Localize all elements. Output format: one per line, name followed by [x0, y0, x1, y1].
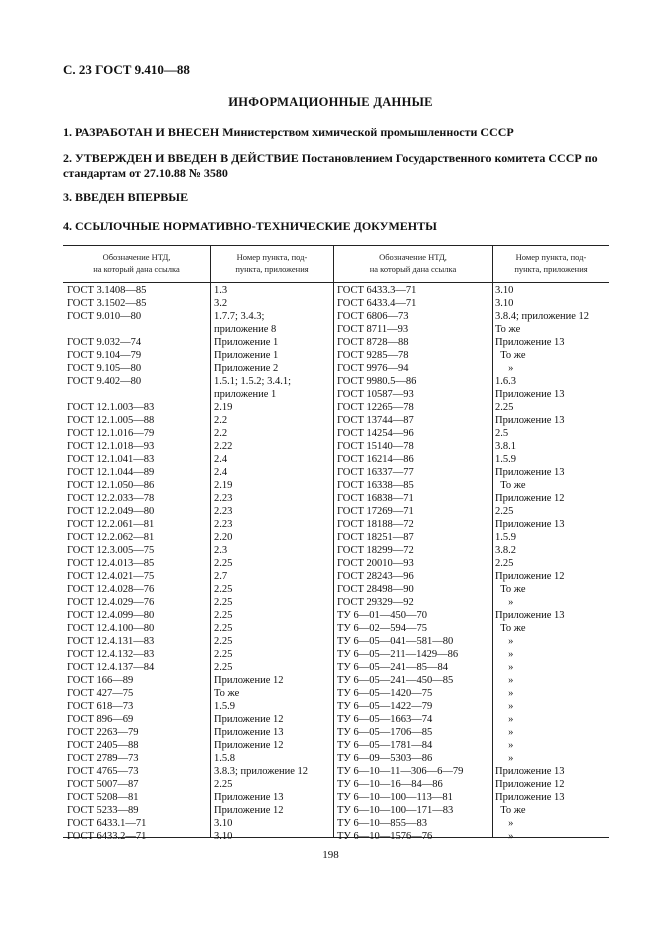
table-cell: 2.25: [214, 597, 233, 608]
table-cell: 3.10: [214, 831, 233, 842]
item-number: 4.: [63, 219, 72, 233]
column-divider: [333, 245, 334, 838]
table-cell: 3.2: [214, 298, 228, 309]
table-cell: ГОСТ 12.1.041—83: [67, 454, 155, 465]
table-cell: ГОСТ 6433.2—71: [67, 831, 147, 842]
table-cell: ТУ 6—10—16—84—86: [337, 779, 443, 790]
table-cell: »: [495, 688, 514, 699]
table-cell: ГОСТ 12.2.061—81: [67, 519, 155, 530]
table-cell: ГОСТ 12.2.062—81: [67, 532, 155, 543]
table-cell: ГОСТ 3.1408—85: [67, 285, 147, 296]
table-cell: ТУ 6—05—241—450—85: [337, 675, 454, 686]
table-cell: 3.10: [495, 298, 514, 309]
table-cell: ГОСТ 6806—73: [337, 311, 409, 322]
table-cell: [67, 388, 209, 401]
table-cell: ГОСТ 12.1.050—86: [67, 480, 155, 491]
table-cell: 2.7: [214, 571, 228, 582]
table-cell: ГОСТ 618—73: [67, 701, 134, 712]
header-ntd-left: Обозначение НТД, на который дана ссылка: [93, 252, 180, 274]
table-cell: ТУ 6—05—1420—75: [337, 688, 433, 699]
table-cell: ГОСТ 896—69: [67, 714, 134, 725]
table-cell: 2.2: [214, 428, 228, 439]
info-item-2: [63, 151, 608, 181]
table-cell: ГОСТ 9.104—79: [67, 350, 142, 361]
table-cell: 2.22: [214, 441, 233, 452]
table-cell: 1.6.3: [495, 376, 516, 387]
table-cell: Приложение 13: [214, 792, 284, 803]
table-cell: ГОСТ 12.1.018—93: [67, 441, 155, 452]
table-cell: »: [495, 714, 514, 725]
table-cell: ТУ 6—10—100—171—83: [337, 805, 454, 816]
references-table: [63, 245, 609, 842]
table-cell: ГОСТ 28243—96: [337, 571, 414, 582]
table-cell: ГОСТ 166—89: [67, 675, 134, 686]
column-right-clause: [495, 284, 607, 843]
table-cell: ГОСТ 9976—94: [337, 363, 409, 374]
table-cell: ТУ 6—02—594—75: [337, 623, 427, 634]
page-title: ИНФОРМАЦИОННЫЕ ДАННЫЕ: [228, 95, 433, 109]
table-cell: ТУ 6—05—1422—79: [337, 701, 433, 712]
table-cell: »: [495, 662, 514, 673]
table-cell: »: [495, 740, 514, 751]
table-cell: 2.2: [214, 415, 228, 426]
table-cell: ТУ 6—09—5303—86: [337, 753, 433, 764]
table-cell: Приложение 13: [495, 389, 565, 400]
table-cell: ГОСТ 9.105—80: [67, 363, 142, 374]
table-cell: 2.5: [495, 428, 509, 439]
table-cell: Приложение 13: [495, 610, 565, 621]
table-cell: Приложение 12: [214, 740, 284, 751]
table-cell: Приложение 13: [495, 766, 565, 777]
table-cell: ГОСТ 2263—79: [67, 727, 139, 738]
table-cell: ГОСТ 16838—71: [337, 493, 414, 504]
table-cell: ГОСТ 6433.4—71: [337, 298, 417, 309]
table-cell: 2.25: [495, 506, 514, 517]
table-cell: Приложение 13: [495, 415, 565, 426]
table-cell: 1.7.7; 3.4.3;: [214, 311, 265, 322]
table-cell: То же: [495, 623, 526, 634]
table-cell: 3.8.1: [495, 441, 516, 452]
table-cell: 2.25: [214, 649, 233, 660]
table-cell: Приложение 12: [495, 779, 565, 790]
table-cell: ГОСТ 12265—78: [337, 402, 414, 413]
item-text: УТВЕРЖДЕН И ВВЕДЕН В ДЕЙСТВИЕ Постановлением Государственного комитета СССР по стандартам от 27.10.88 № 3580: [63, 151, 598, 180]
table-cell: 3.10: [495, 285, 514, 296]
table-cell: ГОСТ 13744—87: [337, 415, 414, 426]
table-cell: приложение 8: [214, 324, 277, 335]
table-cell: ГОСТ 18299—72: [337, 545, 414, 556]
table-cell: ТУ 6—10—11—306—6—79: [337, 766, 464, 777]
table-cell: ГОСТ 12.4.028—76: [67, 584, 155, 595]
table-cell: ТУ 6—05—211—1429—86: [337, 649, 459, 660]
table-cell: ГОСТ 12.3.005—75: [67, 545, 155, 556]
table-cell: ГОСТ 12.4.021—75: [67, 571, 155, 582]
table-cell: »: [495, 727, 514, 738]
table-cell: »: [495, 753, 514, 764]
table-cell: 2.25: [495, 402, 514, 413]
table-cell: 2.25: [214, 610, 233, 621]
table-cell: ГОСТ 12.4.013—85: [67, 558, 155, 569]
table-cell: Приложение 12: [495, 493, 565, 504]
table-cell: ГОСТ 10587—93: [337, 389, 414, 400]
table-cell: ТУ 6—10—100—113—81: [337, 792, 453, 803]
info-item-3: [63, 190, 608, 205]
table-cell: 1.5.1; 1.5.2; 3.4.1;: [214, 376, 292, 387]
table-cell: Приложение 1: [214, 350, 279, 361]
table-cell: приложение 1: [214, 389, 277, 400]
table-cell: ГОСТ 9.402—80: [67, 376, 142, 387]
header-clause-left: Номер пункта, под- пункта, приложения: [235, 252, 309, 274]
table-cell: ГОСТ 16214—86: [337, 454, 414, 465]
table-cell: ГОСТ 28498—90: [337, 584, 414, 595]
table-cell: ГОСТ 29329—92: [337, 597, 414, 608]
table-cell: ГОСТ 16337—77: [337, 467, 414, 478]
table-cell: ГОСТ 9980.5—86: [337, 376, 417, 387]
table-cell: ГОСТ 12.1.005—88: [67, 415, 155, 426]
item-text: РАЗРАБОТАН И ВНЕСЕН Министерством химической промышленности СССР: [75, 125, 514, 139]
item-number: 2.: [63, 151, 72, 165]
table-cell: ГОСТ 427—75: [67, 688, 134, 699]
table-cell: 2.25: [214, 558, 233, 569]
table-cell: 3.8.2: [495, 545, 516, 556]
table-cell: ГОСТ 20010—93: [337, 558, 414, 569]
table-cell: 2.25: [214, 662, 233, 673]
table-cell: 2.19: [214, 480, 233, 491]
table-cell: ГОСТ 9.032—74: [67, 337, 142, 348]
table-cell: 1.5.9: [214, 701, 235, 712]
table-cell: 2.23: [214, 519, 233, 530]
table-cell: Приложение 12: [214, 675, 284, 686]
item-number: 3.: [63, 190, 72, 204]
info-item-1: [63, 125, 608, 140]
table-cell: ГОСТ 12.4.099—80: [67, 610, 155, 621]
table-cell: ГОСТ 18188—72: [337, 519, 414, 530]
table-cell: »: [495, 831, 514, 842]
table-cell: ТУ 6—05—1706—85: [337, 727, 433, 738]
table-cell: ГОСТ 9.010—80: [67, 311, 142, 322]
table-cell: Приложение 1: [214, 337, 279, 348]
table-cell: »: [495, 597, 514, 608]
table-cell: 2.3: [214, 545, 228, 556]
table-cell: 3.8.3; приложение 12: [214, 766, 309, 777]
table-cell: 1.5.8: [214, 753, 235, 764]
header-ntd-right: Обозначение НТД, на который дана ссылка: [369, 252, 457, 274]
column-divider: [210, 245, 211, 838]
table-cell: ГОСТ 12.2.049—80: [67, 506, 155, 517]
column-divider: [492, 245, 493, 838]
table-cell: 2.19: [214, 402, 233, 413]
page-number: 198: [322, 849, 339, 861]
table-top-rule: [63, 245, 609, 246]
table-cell: ГОСТ 17269—71: [337, 506, 414, 517]
page-header: С. 23 ГОСТ 9.410—88: [63, 62, 190, 77]
table-cell: ГОСТ 12.4.100—80: [67, 623, 155, 634]
table-cell: 3.8.4; приложение 12: [495, 311, 590, 322]
table-cell: ГОСТ 18251—87: [337, 532, 414, 543]
table-cell: ГОСТ 6433.1—71: [67, 818, 147, 829]
table-cell: ГОСТ 12.1.016—79: [67, 428, 155, 439]
table-cell: 2.25: [495, 558, 514, 569]
table-cell: Приложение 13: [214, 727, 284, 738]
table-cell: То же: [495, 480, 526, 491]
table-cell: »: [495, 649, 514, 660]
table-cell: »: [495, 818, 514, 829]
column-left-clause: [214, 284, 332, 843]
table-cell: ГОСТ 5007—87: [67, 779, 139, 790]
table-cell: 2.25: [214, 584, 233, 595]
table-cell: ГОСТ 5208—81: [67, 792, 139, 803]
table-cell: 1.3: [214, 285, 228, 296]
table-cell: Приложение 2: [214, 363, 279, 374]
table-cell: ТУ 6—10—855—83: [337, 818, 427, 829]
column-right-ntd: [337, 284, 489, 843]
table-cell: Приложение 13: [495, 519, 565, 530]
table-cell: ТУ 6—05—1663—74: [337, 714, 433, 725]
table-cell: То же: [495, 584, 526, 595]
table-cell: Приложение 13: [495, 467, 565, 478]
table-cell: ГОСТ 12.4.137—84: [67, 662, 155, 673]
table-cell: ГОСТ 2405—88: [67, 740, 139, 751]
info-item-4: [63, 219, 608, 234]
table-cell: ГОСТ 12.4.029—76: [67, 597, 155, 608]
table-cell: ГОСТ 12.1.003—83: [67, 402, 155, 413]
table-cell: »: [495, 675, 514, 686]
table-cell: ГОСТ 5233—89: [67, 805, 139, 816]
table-cell: Приложение 13: [495, 792, 565, 803]
table-cell: ГОСТ 16338—85: [337, 480, 414, 491]
table-cell: Приложение 12: [214, 714, 284, 725]
table-cell: ГОСТ 6433.3—71: [337, 285, 417, 296]
table-cell: ТУ 6—05—241—85—84: [337, 662, 448, 673]
table-cell: ГОСТ 3.1502—85: [67, 298, 147, 309]
table-cell: 1.5.9: [495, 532, 516, 543]
item-text: ССЫЛОЧНЫЕ НОРМАТИВНО-ТЕХНИЧЕСКИЕ ДОКУМЕНТЫ: [75, 219, 437, 233]
header-clause-right: Номер пункта, под- пункта, приложения: [514, 252, 588, 274]
column-left-ntd: [67, 284, 209, 843]
table-cell: То же: [214, 688, 240, 699]
table-cell: »: [495, 363, 514, 374]
table-cell: ГОСТ 12.4.131—83: [67, 636, 155, 647]
table-cell: ТУ 6—10—1576—76: [337, 831, 433, 842]
table-cell: ГОСТ 4765—73: [67, 766, 139, 777]
table-cell: »: [495, 701, 514, 712]
table-cell: ТУ 6—05—041—581—80: [337, 636, 454, 647]
table-cell: 2.25: [214, 779, 233, 790]
table-cell: 3.10: [214, 818, 233, 829]
table-cell: 2.20: [214, 532, 233, 543]
table-cell: ГОСТ 8711—93: [337, 324, 409, 335]
table-cell: ГОСТ 12.1.044—89: [67, 467, 155, 478]
item-text: ВВЕДЕН ВПЕРВЫЕ: [75, 190, 189, 204]
table-cell: То же: [495, 324, 521, 335]
table-cell: 2.23: [214, 493, 233, 504]
item-number: 1.: [63, 125, 72, 139]
table-cell: 2.4: [214, 467, 228, 478]
table-cell: ГОСТ 2789—73: [67, 753, 139, 764]
table-cell: Приложение 12: [214, 805, 284, 816]
table-cell: [67, 323, 209, 336]
table-header-rule: [63, 282, 609, 283]
table-cell: ГОСТ 15140—78: [337, 441, 414, 452]
table-cell: Приложение 13: [495, 337, 565, 348]
table-cell: 2.23: [214, 506, 233, 517]
table-cell: ГОСТ 9285—78: [337, 350, 409, 361]
table-cell: 1.5.9: [495, 454, 516, 465]
table-cell: ГОСТ 12.4.132—83: [67, 649, 155, 660]
table-cell: Приложение 12: [495, 571, 565, 582]
table-cell: То же: [495, 805, 526, 816]
table-cell: 2.25: [214, 636, 233, 647]
table-cell: ТУ 6—05—1781—84: [337, 740, 433, 751]
table-cell: ТУ 6—01—450—70: [337, 610, 427, 621]
table-cell: 2.25: [214, 623, 233, 634]
table-cell: То же: [495, 350, 526, 361]
table-cell: »: [495, 636, 514, 647]
table-cell: 2.4: [214, 454, 228, 465]
table-cell: ГОСТ 8728—88: [337, 337, 409, 348]
table-cell: ГОСТ 12.2.033—78: [67, 493, 155, 504]
table-cell: ГОСТ 14254—96: [337, 428, 414, 439]
